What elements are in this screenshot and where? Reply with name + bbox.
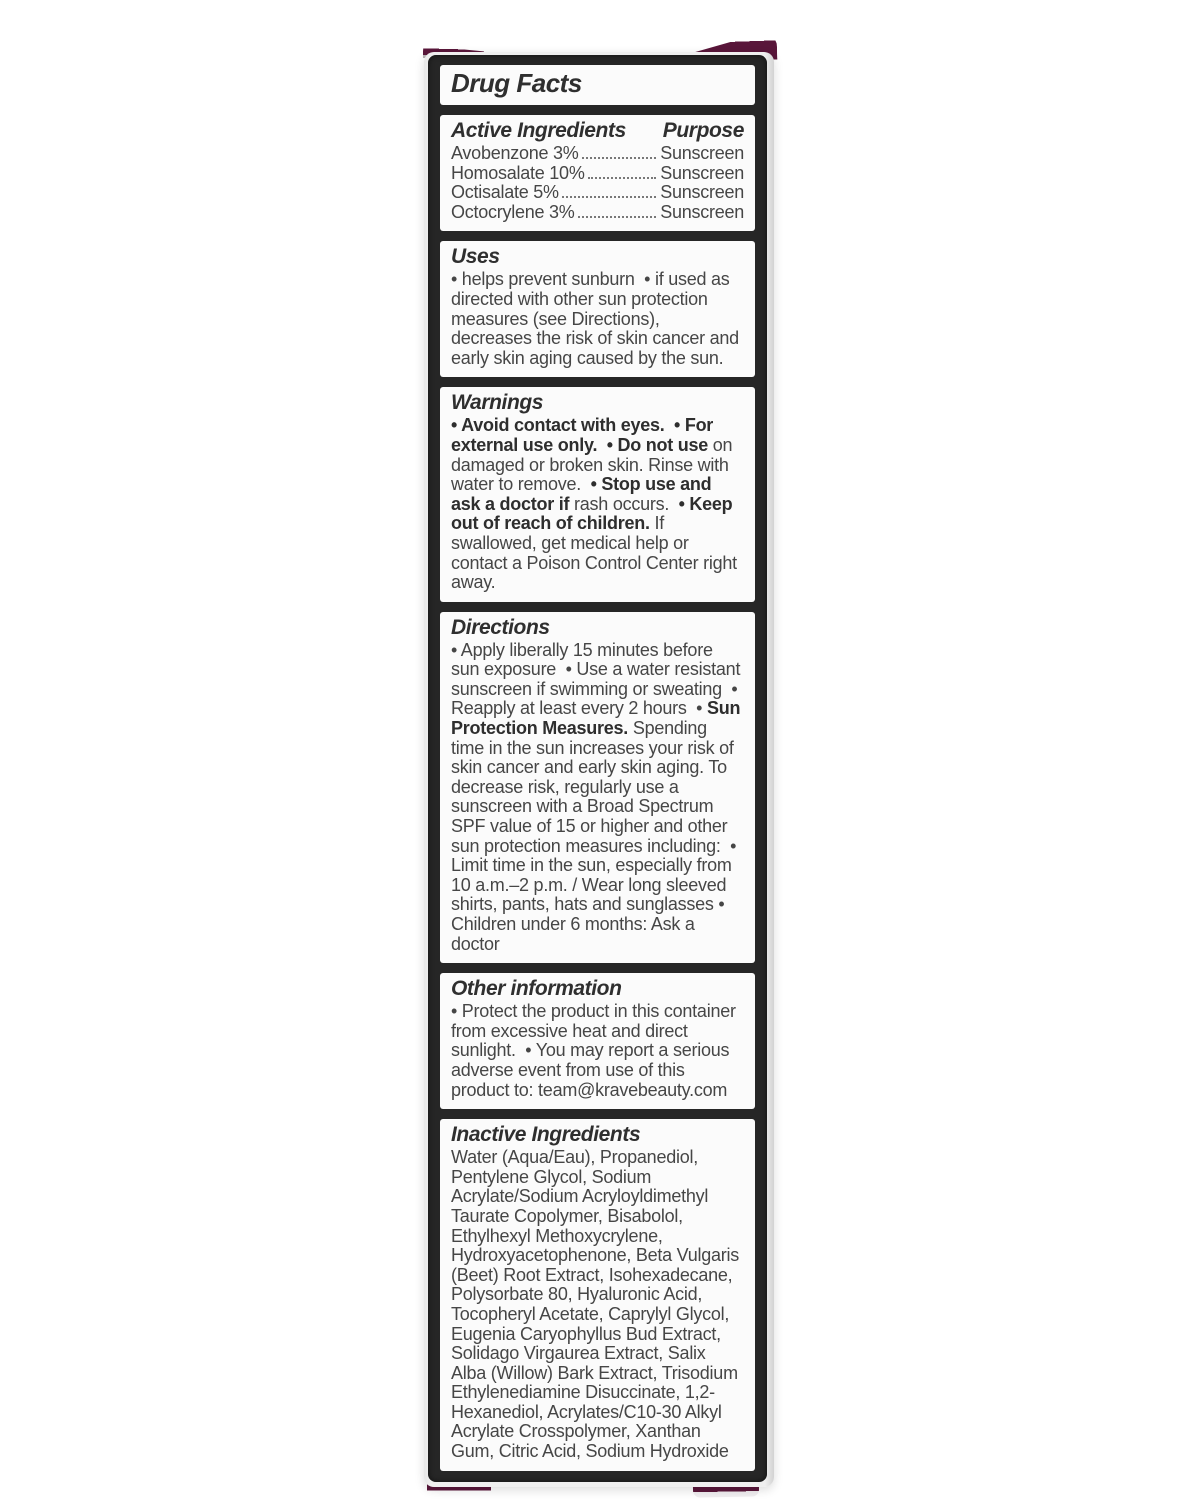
section-heading-directions: Directions [451,615,550,639]
section-body-warnings: • Avoid contact with eyes. • For external use only. • Do not use on damaged or broken skin. Rinse with water to remove. • Stop use and ask a doctor if rash occurs. • Keep out of reach of children. If swallowed, get medical help or contact a Poison Control Center right away. [451,415,742,593]
section-heading-inactive-ingredients: Inactive Ingredients [451,1123,641,1147]
ingredient-name: Octisalate 5% [451,182,559,203]
section-heading-other-information: Other information [451,977,622,1001]
ingredient-row [451,183,744,203]
ingredient-row [451,203,744,223]
sections-container [440,241,755,1470]
section-body-inactive-ingredients: Water (Aqua/Eau), Propanediol, Pentylene Glycol, Sodium Acrylate/Sodium Acryloyldimethyl Taurate Copolymer, Bisabolol, Ethylhexyl Methoxycrylene, Hydroxyacetophenone, Beta Vulgaris (Beet) Root Extract, Isohexadecane, Polysorbate 80, Hyaluronic Acid, Tocopheryl Acetate, Caprylyl Glycol, Eugenia Caryophyllus Bud Extract, Solidago Virgaurea Extract, Salix Alba (Willow) Bark Extract, Trisodium Ethylenediamine Disuccinate, 1,2-Hexanediol, Acrylates/C10-30 Alkyl Acrylate Crosspolymer, Xanthan Gum, Citric Acid, Sodium Hydroxide [451,1147,744,1462]
drug-facts-frame [428,55,767,1482]
section-panel-other-information [440,973,755,1109]
dotted-leader [582,157,657,159]
ingredient-name: Avobenzone 3% [451,143,579,163]
section-panel-directions [440,612,755,964]
ingredient-purpose: Sunscreen [660,162,744,183]
active-ingredients-panel [440,115,755,231]
active-ingredients-heading: Active Ingredients [451,119,626,142]
ingredient-purpose: Sunscreen [660,201,744,222]
active-ingredients-rows [451,144,744,222]
dotted-leader [588,177,657,179]
section-heading-warnings: Warnings [451,391,544,415]
ingredient-purpose: Sunscreen [660,143,744,163]
section-body-directions: • Apply liberally 15 minutes before sun exposure • Use a water resistant sunscreen if swimming or sweating • Reapply at least every 2 hours • Sun Protection Measures. Spending time in the sun increases your risk of skin cancer and early skin aging. To decrease risk, regularly use a sunscreen with a Broad Spectrum SPF value of 15 or higher and other sun protection measures including: • Limit time in the sun, especially from 10 a.m.–2 p.m. / Wear long sleeved shirts, pants, hats and sunglasses • Children under 6 months: Ask a doctor [451,639,745,954]
section-panel-uses [440,241,755,377]
dotted-leader [578,216,657,218]
section-heading-uses: Uses [451,245,500,269]
ingredient-row [451,164,744,184]
ingredient-name: Octocrylene 3% [451,201,575,222]
drug-facts-title-panel [440,65,755,105]
section-body-other-information: • Protect the product in this container from excessive heat and direct sunlight. • You may report a serious adverse event from use of this product to: team@kravebeauty.com [451,1001,741,1100]
section-panel-inactive-ingredients [440,1119,755,1471]
ingredient-purpose: Sunscreen [660,182,744,203]
box-side-edge [424,52,774,1487]
ingredient-row [451,144,744,164]
section-body-uses: • helps prevent sunburn • if used as directed with other sun protection measures (see Directions), decreases the risk of skin cancer and early skin aging caused by the sun. [451,269,744,368]
section-panel-warnings [440,387,755,601]
product-box-panel [424,52,774,1487]
ingredient-name: Homosalate 10% [451,162,585,183]
dotted-leader [562,196,656,198]
drug-facts-title: Drug Facts [451,68,582,98]
purpose-heading: Purpose [662,119,744,142]
